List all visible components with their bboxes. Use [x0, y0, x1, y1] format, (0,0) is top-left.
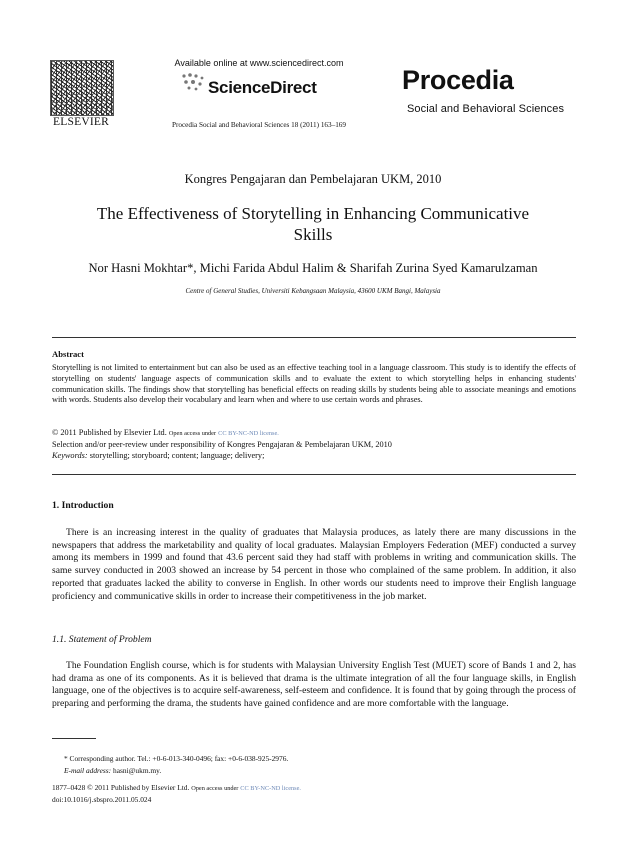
- conference-name: Kongres Pengajaran dan Pembelajaran UKM, 2010: [184, 172, 442, 186]
- procedia-subtitle: Social and Behavioral Sciences: [407, 103, 565, 115]
- selection-line: Selection and/or peer-review under responsibility of Kongres Pengajaran & Pembelajaran UKM, 2010: [52, 439, 392, 449]
- email[interactable]: hasni@ukm.my.: [113, 765, 162, 775]
- available-online: Available online at www.sciencedirect.com: [174, 58, 344, 68]
- keywords-label: Keywords:: [52, 450, 88, 460]
- top-divider: [52, 337, 576, 338]
- footnote-divider: [52, 738, 96, 739]
- email-label: E-mail address:: [64, 765, 112, 775]
- corresponding-author: * Corresponding author. Tel.: +0-6-013-340-0496; fax: +0-6-038-925-2976.: [64, 754, 289, 763]
- authors: Nor Hasni Mokhtar*, Michi Farida Abdul Halim & Sharifah Zurina Syed Kamarulzaman: [88, 261, 538, 275]
- doi[interactable]: doi:10.1016/j.sbspro.2011.05.024: [52, 795, 152, 805]
- title-line-2: Skills: [293, 225, 333, 244]
- affiliation: Centre of General Studies, Universiti Kebangsaan Malaysia, 43600 UKM Bangi, Malaysia: [185, 287, 441, 295]
- bottom-info: [52, 782, 301, 805]
- email-line: [64, 765, 288, 777]
- issn: 1877–0428 © 2011 Published by Elsevier Ltd.: [52, 783, 190, 792]
- footnote: [64, 753, 288, 776]
- subsection-heading: 1.1. Statement of Problem: [52, 634, 152, 645]
- abstract-meta: [52, 428, 576, 461]
- section-heading-introduction: 1. Introduction: [52, 500, 114, 511]
- keywords: storytelling; storyboard; content; language; delivery;: [89, 450, 265, 460]
- abstract-divider: [52, 474, 576, 475]
- sciencedirect-logo: ScienceDirect: [208, 78, 317, 97]
- bottom-open-access: Open access under: [191, 785, 239, 792]
- abstract-text: Storytelling is not limited to entertainment but can also be used as an effective teaching tool in a language classroom. This study is to identify the effects of storytelling on students' language aspects of communication skills and to evaluate the extent to which storytelling helps in enhancing students' communication skills. The findings show that storytelling has beneficial effects on reading skills by students being able to associate meanings and emotions with words. Students also develop their vocabulary and learn when and where to use certain words and phrases.: [52, 363, 576, 405]
- elsevier-logo: [48, 60, 114, 130]
- procedia-logo: Procedia: [402, 65, 514, 95]
- publisher-name: ELSEVIER: [53, 116, 109, 128]
- license-link[interactable]: CC BY-NC-ND license.: [218, 430, 279, 437]
- title-line-1: The Effectiveness of Storytelling in Enhancing Communicative: [96, 204, 530, 223]
- journal-citation: Procedia Social and Behavioral Sciences 18 (2011) 163–169: [172, 121, 346, 129]
- elsevier-tree-icon: [50, 60, 114, 116]
- introduction-paragraph: There is an increasing interest in the quality of graduates that Malaysia produces, as lately there are many discussions in the newspapers that address the marketability and quality of local graduates. Malaysian Employers Federation (MEF) conducted a survey among its members in 1999 and found that 43.6 percent said they had staff with problems in writing and communication skills. The same survey conducted in 2003 showed an increase by 54 percent in those who complained of the same problem. In addition, it also reported that graduates lacked the ability to converse in English. In other words our students need to improve their English language proficiency and communicative skills in order to increase their competitiveness in the job market.: [52, 527, 576, 602]
- keywords-line: [52, 451, 576, 462]
- abstract-heading: Abstract: [52, 349, 84, 359]
- copyright: © 2011 Published by Elsevier Ltd.: [52, 428, 167, 437]
- open-access-label: Open access under: [168, 430, 217, 437]
- paper-title: [60, 203, 566, 245]
- copyright-line: [52, 428, 576, 440]
- bottom-license-link[interactable]: CC BY-NC-ND license.: [240, 785, 301, 792]
- sciencedirect-dots-icon: [180, 72, 208, 92]
- problem-paragraph: The Foundation English course, which is for students with Malaysian University English Test (MUET) score of Bands 1 and 2, has had drama as one of its components. As it is believed that drama is the ultimate integration of all the four language skills, in English language, one of the objectives is to acquire self-awareness, self-esteem and confidence. It is found that by going through the process of preparing and performing the drama, the students have gained confidence and are more comfortable with the language.: [52, 660, 576, 710]
- issn-line: [52, 782, 301, 794]
